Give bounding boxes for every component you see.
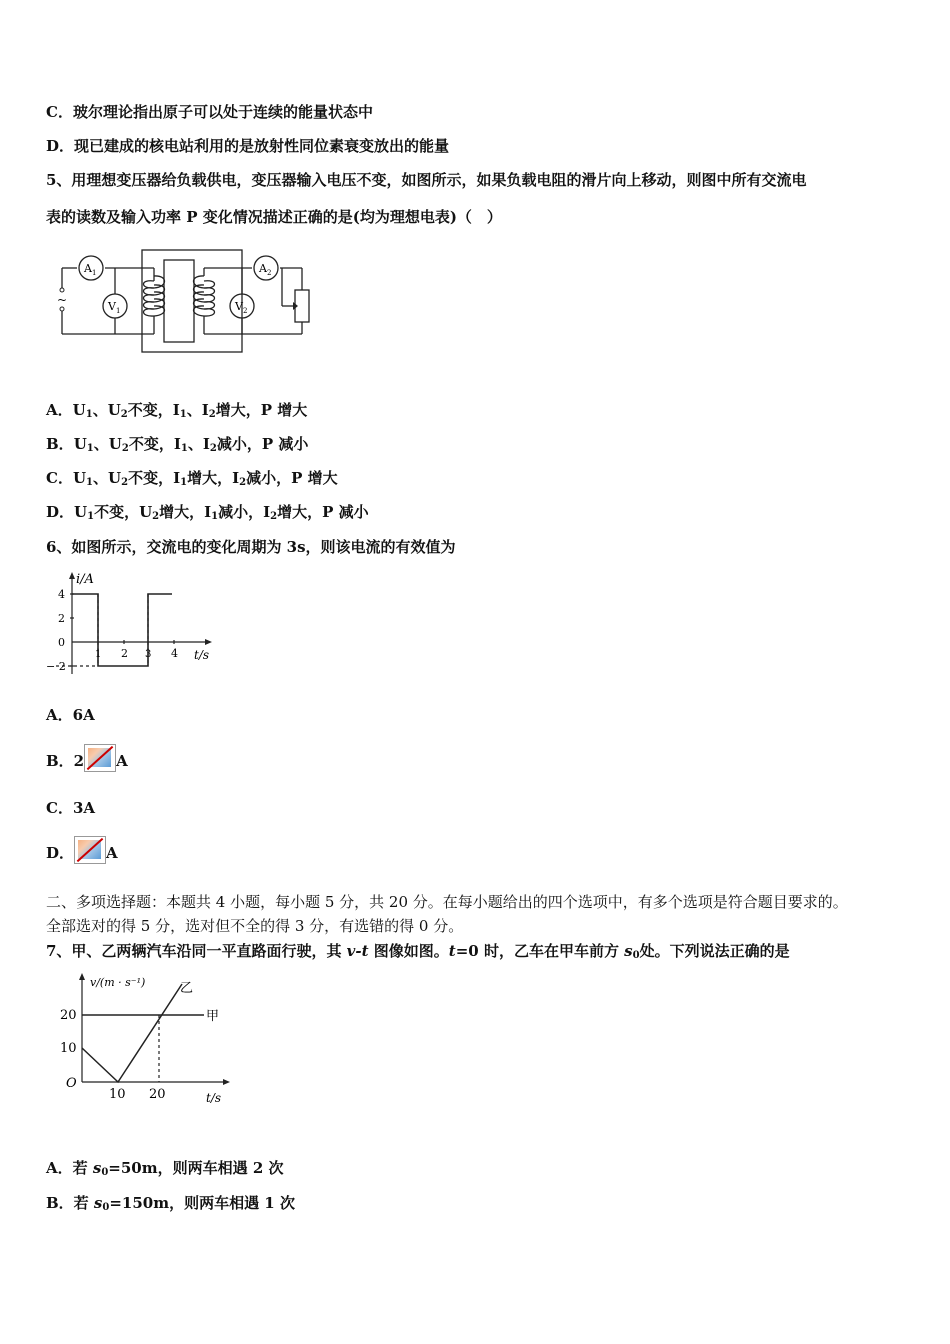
voltmeter-v2-label: $V_2$ bbox=[235, 300, 248, 315]
section2-instructions-line1: 二、多项选择题：本题共 4 小题，每小题 5 分，共 20 分。在每小题给出的四个选项中，有多个选项是符合题目要求的。 bbox=[46, 893, 848, 911]
origin-label: O bbox=[66, 1076, 77, 1091]
q5-stem-line1: 5、用理想变压器给负载供电，变压器输入电压不变，如图所示，如果负载电阻的滑片向上移动，则图中所有交流电 bbox=[46, 171, 807, 189]
tick-x20: 20 bbox=[149, 1087, 166, 1102]
velocity-time-graph bbox=[56, 970, 236, 1108]
q7-stem: 7、甲、乙两辆汽车沿同一平直路面行驶，其 v-t 图像如图。t=0 时，乙车在甲车前方 $s_0$处。下列说法正确的是 bbox=[46, 942, 790, 961]
q6-option-b: B．2 A bbox=[46, 744, 128, 777]
v-axis-label: v/(m · s⁻¹) bbox=[90, 976, 146, 989]
section2-instructions-line2: 全部选对的得 5 分，选对但不全的得 3 分，有选错的得 0 分。 bbox=[46, 917, 464, 935]
car-jia-label: 甲 bbox=[206, 1009, 220, 1024]
tick-x10: 10 bbox=[109, 1087, 126, 1102]
broken-image-icon bbox=[74, 836, 106, 864]
q5-stem-line2: 表的读数及输入功率 P 变化情况描述正确的是(均为理想电表)（ ） bbox=[46, 208, 502, 226]
current-waveform-graph bbox=[46, 570, 216, 686]
broken-image-icon bbox=[84, 744, 116, 772]
i-axis-label: i/A bbox=[76, 572, 94, 587]
tick-y10: 10 bbox=[60, 1041, 77, 1056]
ac-source-symbol: ~ bbox=[57, 293, 68, 307]
t-axis-label: t/s bbox=[206, 1091, 222, 1105]
q4-option-c: C．玻尔理论指出原子可以处于连续的能量状态中 bbox=[46, 103, 373, 121]
q6-option-d: D． A bbox=[46, 836, 118, 869]
tick-x4: 4 bbox=[171, 647, 178, 660]
car-yi-label: 乙 bbox=[180, 981, 194, 996]
tick-x2: 2 bbox=[121, 647, 128, 660]
ammeter-a2-label: $A_2$ bbox=[259, 262, 272, 277]
tick-y4: 4 bbox=[58, 588, 65, 601]
tick-y20: 20 bbox=[60, 1008, 77, 1023]
tick-x1: 1 bbox=[95, 649, 102, 660]
voltmeter-v1-label: $V_1$ bbox=[108, 300, 121, 315]
q6-option-c: C．3A bbox=[46, 799, 96, 817]
q5-option-b: B．$U_1$、$U_2$不变，$I_1$、$I_2$减小，P 减小 bbox=[46, 435, 309, 454]
q6-stem: 6、如图所示，交流电的变化周期为 3s，则该电流的有效值为 bbox=[46, 538, 456, 556]
q7-option-b: B．若 $s_0=150m$，则两车相遇 1 次 bbox=[46, 1194, 295, 1213]
tick-yneg2: − 2 bbox=[46, 660, 66, 673]
q6-option-a: A．6A bbox=[46, 706, 95, 724]
tick-x3: 3 bbox=[145, 649, 152, 660]
q7-option-a: A．若 $s_0=50m$，则两车相遇 2 次 bbox=[46, 1159, 284, 1178]
transformer-circuit-figure bbox=[52, 246, 322, 358]
q4-option-d: D．现已建成的核电站利用的是放射性同位素衰变放出的能量 bbox=[46, 137, 450, 155]
t-axis-label: t/s bbox=[194, 648, 210, 662]
car-yi-line bbox=[82, 984, 182, 1082]
q5-option-d: D．$U_1$不变，$U_2$增大，$I_1$减小，$I_2$增大，P 减小 bbox=[46, 503, 369, 522]
tick-y0: 0 bbox=[58, 636, 65, 649]
ammeter-a1-label: $A_1$ bbox=[84, 262, 97, 277]
q5-option-c: C．$U_1$、$U_2$不变，$I_1$增大，$I_2$减小，P 增大 bbox=[46, 469, 338, 488]
q5-option-a: A．$U_1$、$U_2$不变，$I_1$、$I_2$增大，P 增大 bbox=[46, 401, 308, 420]
tick-y2: 2 bbox=[58, 612, 65, 625]
